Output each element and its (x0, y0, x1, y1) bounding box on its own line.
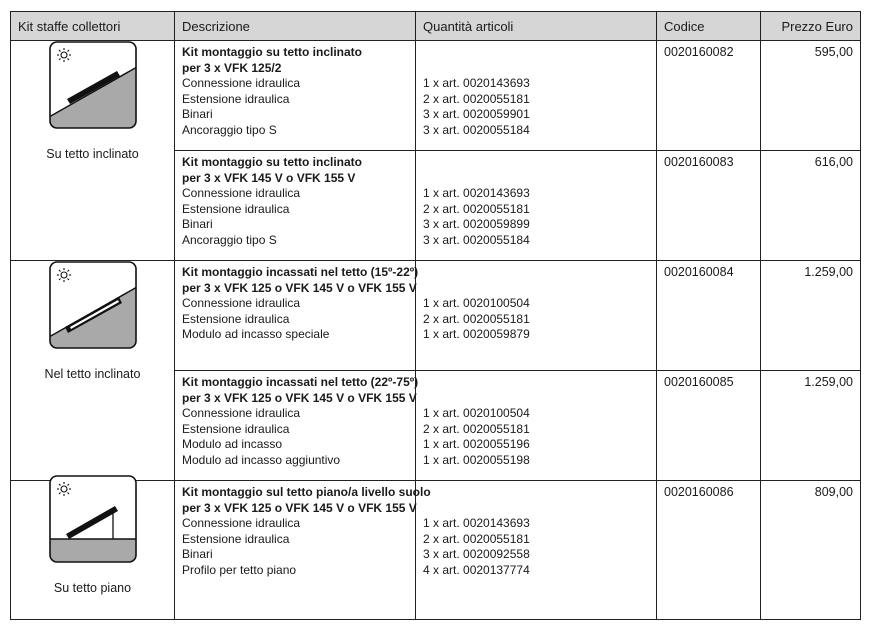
price-cell: 1.259,00 (761, 371, 861, 481)
quantity-item: 1 x art. 0020143693 (423, 186, 530, 200)
pitched-roof-mounting-icon (49, 41, 137, 129)
component-item: Binari (182, 547, 213, 561)
category-label: Su tetto piano (53, 581, 132, 595)
quantity-item: 2 x art. 0020055181 (423, 311, 530, 326)
table-header-row (11, 12, 861, 41)
quantity-item: 3 x art. 0020055184 (423, 122, 530, 137)
category-cell-flat-roof (11, 481, 175, 620)
collector-mounting-kits-table (10, 11, 861, 620)
quantity-item: 1 x art. 0020055196 (423, 437, 530, 451)
quantity-item: 4 x art. 0020137774 (423, 562, 530, 577)
price-cell: 616,00 (761, 151, 861, 261)
component-item: Estensione idraulica (182, 201, 290, 216)
component-item: Ancoraggio tipo S (182, 122, 277, 137)
quantity-item: 2 x art. 0020055181 (423, 91, 530, 106)
component-item: Connessione idraulica (182, 406, 301, 420)
header-description: Descrizione (175, 12, 416, 41)
quantity-cell (416, 481, 657, 620)
code-cell: 0020160086 (657, 481, 761, 620)
component-item: Modulo ad incasso (182, 437, 283, 451)
price-cell: 595,00 (761, 41, 861, 151)
description-cell (175, 151, 416, 261)
quantity-cell (416, 261, 657, 371)
price-cell: 809,00 (761, 481, 861, 620)
kit-title: Kit montaggio incassati nel tetto (22º-75º) (182, 375, 419, 389)
in-roof-mounting-icon (49, 261, 137, 349)
header-code: Codice (657, 12, 761, 41)
table-row (11, 261, 861, 371)
quantity-item: 1 x art. 0020055198 (423, 452, 530, 467)
quantity-item: 2 x art. 0020055181 (423, 421, 530, 436)
kit-subtitle: per 3 x VFK 125/2 (182, 60, 282, 75)
kit-title: Kit montaggio su tetto inclinato (182, 45, 362, 59)
component-item: Estensione idraulica (182, 311, 290, 326)
component-item: Connessione idraulica (182, 296, 301, 310)
quantity-item: 1 x art. 0020143693 (423, 516, 530, 530)
kit-subtitle: per 3 x VFK 145 V o VFK 155 V (182, 170, 356, 185)
component-item: Ancoraggio tipo S (182, 232, 277, 247)
quantity-item: 2 x art. 0020055181 (423, 531, 530, 546)
kit-subtitle: per 3 x VFK 125 o VFK 145 V o VFK 155 V (182, 390, 417, 405)
header-category: Kit staffe collettori (11, 12, 175, 41)
kit-title: Kit montaggio incassati nel tetto (15º-22º) (182, 265, 419, 279)
component-item: Profilo per tetto piano (182, 562, 297, 577)
quantity-item: 3 x art. 0020059899 (423, 217, 530, 231)
table-row (11, 41, 861, 151)
description-cell (175, 261, 419, 371)
component-item: Binari (182, 217, 213, 231)
kit-title: Kit montaggio su tetto inclinato (182, 155, 362, 169)
table-row (11, 481, 861, 620)
price-cell: 1.259,00 (761, 261, 861, 371)
component-item: Binari (182, 107, 213, 121)
quantity-item: 2 x art. 0020055181 (423, 201, 530, 216)
code-cell: 0020160084 (657, 261, 761, 371)
header-price: Prezzo Euro (761, 12, 861, 41)
quantity-item: 3 x art. 0020055184 (423, 232, 530, 247)
header-quantity: Quantità articoli (416, 12, 657, 41)
kit-title: Kit montaggio sul tetto piano/a livello suolo (182, 485, 431, 499)
quantity-cell (416, 371, 657, 481)
quantity-item: 1 x art. 0020100504 (423, 406, 530, 420)
description-cell (175, 481, 431, 620)
quantity-item: 3 x art. 0020059901 (423, 107, 530, 121)
component-item: Estensione idraulica (182, 421, 290, 436)
quantity-item: 3 x art. 0020092558 (423, 547, 530, 561)
kit-subtitle: per 3 x VFK 125 o VFK 145 V o VFK 155 V (182, 280, 417, 295)
category-label: Su tetto inclinato (46, 147, 139, 161)
category-label: Nel tetto inclinato (44, 367, 141, 381)
quantity-cell (416, 41, 657, 151)
description-cell (175, 371, 419, 481)
code-cell: 0020160085 (657, 371, 761, 481)
quantity-item: 1 x art. 0020143693 (423, 76, 530, 90)
kit-subtitle: per 3 x VFK 125 o VFK 145 V o VFK 155 V (182, 500, 417, 515)
description-cell (175, 41, 416, 151)
code-cell: 0020160082 (657, 41, 761, 151)
category-cell-pitched-roof (11, 41, 175, 261)
flat-roof-mounting-icon (49, 475, 137, 563)
component-item: Estensione idraulica (182, 91, 290, 106)
quantity-item: 1 x art. 0020059879 (423, 327, 530, 341)
component-item: Connessione idraulica (182, 516, 301, 530)
component-item: Connessione idraulica (182, 186, 301, 200)
category-cell-in-roof (11, 261, 175, 481)
component-item: Modulo ad incasso aggiuntivo (182, 452, 341, 467)
quantity-item: 1 x art. 0020100504 (423, 296, 530, 310)
quantity-cell (416, 151, 657, 261)
component-item: Connessione idraulica (182, 76, 301, 90)
component-item: Modulo ad incasso speciale (182, 327, 330, 341)
code-cell: 0020160083 (657, 151, 761, 261)
component-item: Estensione idraulica (182, 531, 290, 546)
